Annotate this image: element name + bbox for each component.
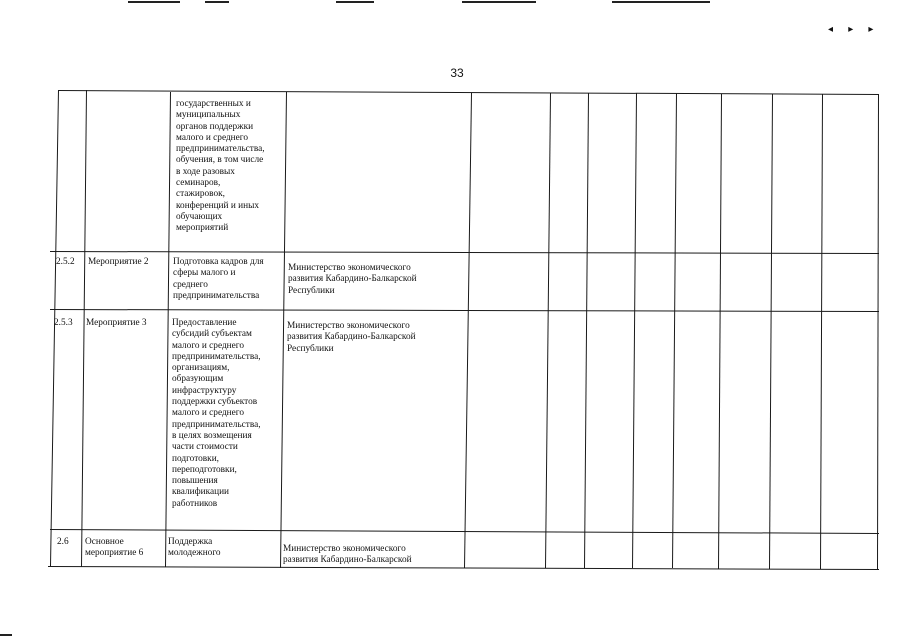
row-4-description: Поддержка молодежного (168, 537, 221, 559)
page-number: 33 (450, 66, 464, 80)
page-nav-marks: ◂ ▸ ▸ (828, 24, 880, 35)
top-rule-4 (462, 1, 536, 3)
top-rule-2 (205, 1, 229, 3)
row-2-number: 2.5.2 (56, 257, 75, 267)
row-2-executor: Министерство экономического развития Кабардино-Балкарской Республики (288, 263, 417, 296)
row-1-description: государственных и муниципальных органов поддержки малого и среднего предпринимательства, обучения, в том числе в ходе разовых семинаров, стажировок, конференций и иных обучающих мероприятий (176, 99, 265, 234)
top-rule-1 (128, 1, 180, 3)
row-3-number: 2.5.3 (54, 318, 73, 328)
row-4-number: 2.6 (57, 537, 69, 547)
top-rule-5 (612, 1, 710, 3)
measures-table (48, 90, 879, 570)
row-4-name: Основное мероприятие 6 (85, 537, 144, 559)
row-3-name: Мероприятие 3 (86, 318, 147, 328)
top-rule-3 (336, 1, 374, 3)
row-2-name: Мероприятие 2 (88, 257, 149, 267)
row-3-description: Предоставление субсидий субъектам малого и среднего предпринимательства, организациям, образующим инфраструктуру поддержки субъектов малого и среднего предпринимательства, в целях возмещения части стоимости подготовки, переподготовки, повышения квалификации работников (172, 318, 261, 509)
bottom-edge-mark (0, 634, 12, 636)
row-2-description: Подготовка кадров для сферы малого и среднего предпринимательства (173, 257, 264, 301)
row-3-executor: Министерство экономического развития Кабардино-Балкарской Республики (287, 321, 416, 354)
row-4-executor: Министерство экономического развития Кабардино-Балкарской (283, 544, 412, 566)
